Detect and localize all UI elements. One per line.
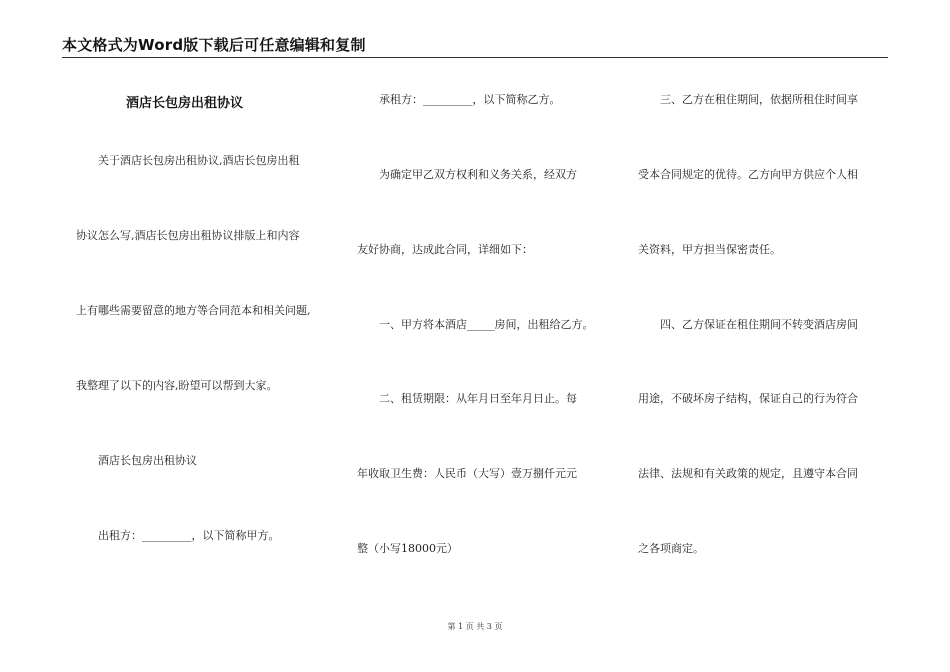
paragraph-line: 友好协商，达成此合同，详细如下： — [357, 243, 533, 256]
document-title: 酒店长包房出租协议 — [126, 96, 244, 111]
document-header: 本文格式为Word版下载后可任意编辑和复制 — [62, 36, 366, 54]
paragraph-line: 整（小写18000元） — [357, 542, 458, 555]
paragraph-line: 我整理了以下的内容,盼望可以帮到大家。 — [76, 379, 278, 392]
paragraph-line: 三、乙方在租住期间，依据所租住时间享 — [638, 93, 858, 106]
paragraph-line: 关资料，甲方担当保密责任。 — [638, 243, 781, 256]
paragraph-line: 受本合同规定的优待。乙方向甲方供应个人相 — [638, 168, 858, 181]
text-column-3 — [638, 0, 888, 620]
paragraph-line: 上有哪些需要留意的地方等合同范本和相关问题, — [76, 304, 311, 317]
paragraph-line: 一、甲方将本酒店_____房间，出租给乙方。 — [357, 318, 594, 331]
page-number: 第 1 页 共 3 页 — [447, 622, 503, 631]
paragraph-line: 年收取卫生费：人民币（大写）壹万捌仟元元 — [357, 467, 577, 480]
paragraph-line: 四、乙方保证在租住期间不转变酒店房间 — [638, 318, 858, 331]
paragraph-line: 之各项商定。 — [638, 542, 704, 555]
paragraph-line: 二、租赁期限：从年月日至年月日止。每 — [357, 392, 577, 405]
text-column-1 — [76, 0, 326, 620]
paragraph-line: 为确定甲乙双方权利和义务关系，经双方 — [357, 168, 577, 181]
paragraph-line: 酒店长包房出租协议 — [76, 454, 197, 467]
paragraph-line: 协议怎么写,酒店长包房出租协议排版上和内容 — [76, 229, 300, 242]
paragraph-line: 法律、法规和有关政策的规定，且遵守本合同 — [638, 467, 858, 480]
paragraph-line: 承租方：_________，以下简称乙方。 — [357, 93, 561, 106]
paragraph-line: 出租方：_________，以下简称甲方。 — [76, 529, 280, 542]
text-column-2 — [357, 0, 607, 620]
paragraph-line: 关于酒店长包房出租协议,酒店长包房出租 — [76, 154, 300, 167]
paragraph-line: 用途，不破坏房子结构，保证自己的行为符合 — [638, 392, 858, 405]
